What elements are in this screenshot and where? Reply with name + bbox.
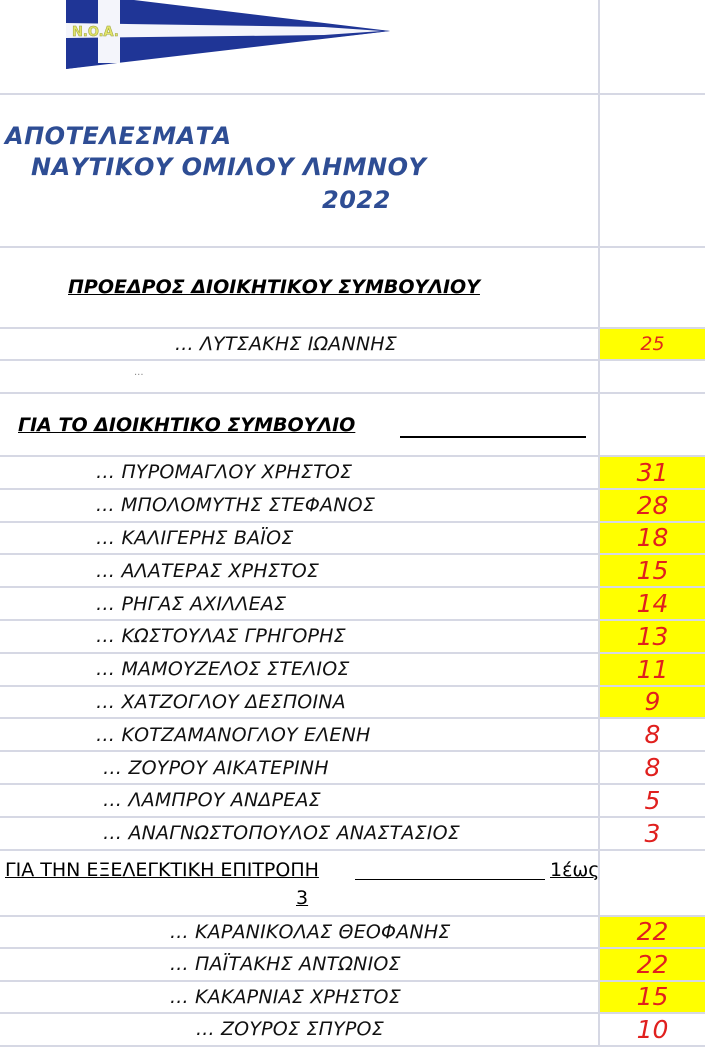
underline-blank <box>355 879 545 880</box>
candidate-row <box>0 917 705 950</box>
vote-count: 5 <box>644 785 661 815</box>
vote-count: 13 <box>636 621 669 651</box>
vote-cell <box>598 752 705 783</box>
candidate-name: ... ΜΠΟΛΟΜΥΤΗΣ ΣΤΕΦΑΝΟΣ <box>96 494 376 517</box>
vote-count: 28 <box>636 490 669 520</box>
candidate-row <box>0 588 705 621</box>
candidate-name: … ΡΗΓΑΣ ΑΧΙΛΛΕΑΣ <box>96 592 287 615</box>
vote-cell <box>598 1014 705 1045</box>
candidate-name: … ΧΑΤΖΟΓΛΟΥ ΔΕΣΠΟΙΝΑ <box>96 690 346 713</box>
candidate-row <box>0 785 705 818</box>
vote-count: 3 <box>644 818 661 848</box>
ellipsis-text: ... <box>134 367 144 378</box>
vote-cell <box>598 719 705 750</box>
candidate-name: ... ΛΥΤΣΑΚΗΣ ΙΩΑΝΝΗΣ <box>175 333 397 355</box>
logo-cell <box>0 0 598 93</box>
candidate-row <box>0 982 705 1015</box>
candidate-row <box>0 329 705 361</box>
candidate-row <box>0 457 705 490</box>
empty-cell <box>598 851 705 915</box>
vote-cell <box>598 982 705 1013</box>
vote-cell <box>598 329 705 359</box>
candidate-row <box>0 752 705 785</box>
vote-cell <box>598 917 705 948</box>
vote-count: 9 <box>644 687 661 717</box>
candidate-name: ... ΖΟΥΡΟΣ ΣΠΥΡΟΣ <box>196 1018 384 1041</box>
vote-count: 22 <box>636 949 669 979</box>
vote-cell <box>598 555 705 586</box>
candidate-name: … ΑΝΑΓΝΩΣΤΟΠΟΥΛΟΣ ΑΝΑΣΤΑΣΙΟΣ <box>103 822 460 845</box>
candidate-name: … ΖΟΥΡΟΥ ΑΙΚΑΤΕΡΙΝΗ <box>103 756 329 779</box>
empty-cell <box>598 394 705 455</box>
candidate-name: … ΛΑΜΠΡΟΥ ΑΝΔΡΕΑΣ <box>103 789 321 812</box>
candidate-row <box>0 654 705 687</box>
candidate-name: … ΜΑΜΟΥΖΕΛΟΣ ΣΤΕΛΙΟΣ <box>96 658 350 681</box>
candidate-row <box>0 1014 705 1047</box>
vote-cell <box>598 785 705 816</box>
vote-cell <box>598 949 705 980</box>
candidate-name: … ΚΟΤΖΑΜΑΝΟΓΛΟΥ ΕΛΕΝΗ <box>96 723 371 746</box>
section-heading-audit: ΓΙΑ ΤΗΝ ΕΞΕΛΕΓΚΤΙΚΗ ΕΠΙΤΡΟΠΗ <box>5 858 319 881</box>
vote-count: 8 <box>644 720 661 750</box>
vote-cell <box>598 654 705 685</box>
candidate-name: … ΚΩΣΤΟΥΛΑΣ ΓΡΗΓΟΡΗΣ <box>96 625 346 648</box>
vote-cell <box>598 818 705 849</box>
candidate-row <box>0 523 705 556</box>
title-year: 2022 <box>322 186 391 214</box>
vote-cell <box>598 621 705 652</box>
section-heading-president: ΠΡΟΕΔΡΟΣ ΔΙΟΙΚΗΤΙΚΟΥ ΣΥΜΒΟΥΛΙΟΥ <box>68 276 480 298</box>
audit-candidate-list <box>0 917 705 1047</box>
candidate-row <box>0 719 705 752</box>
candidate-row <box>0 949 705 982</box>
candidate-row <box>0 687 705 720</box>
candidate-name: … ΚΑΛΙΓΕΡΗΣ ΒΑΪΟΣ <box>96 526 294 549</box>
underline-blank <box>400 436 586 438</box>
candidate-row <box>0 818 705 851</box>
vote-count: 15 <box>636 982 669 1012</box>
empty-cell <box>598 248 705 327</box>
audit-range-end: 3 <box>296 886 309 909</box>
vote-cell <box>598 490 705 521</box>
candidate-name: ... ΚΑΡΑΝΙΚΟΛΑΣ ΘΕΟΦΑΝΗΣ <box>170 920 451 943</box>
candidate-row <box>0 490 705 523</box>
empty-cell <box>598 361 705 392</box>
vote-count: 31 <box>636 457 669 487</box>
candidate-name: … ΑΛΑΤΕΡΑΣ ΧΡΗΣΤΟΣ <box>96 559 320 582</box>
vote-cell <box>598 687 705 718</box>
vote-count: 10 <box>636 1014 669 1044</box>
candidate-name: ... ΚΑΚΑΡΝΙΑΣ ΧΡΗΣΤΟΣ <box>170 985 401 1008</box>
title-cell <box>0 95 598 246</box>
vote-cell <box>598 523 705 554</box>
empty-cell <box>598 95 705 246</box>
vote-count: 18 <box>636 523 669 553</box>
board-heading-row <box>0 394 705 457</box>
candidate-row <box>0 555 705 588</box>
title-row <box>0 95 705 248</box>
logo-row <box>0 0 705 95</box>
audit-heading-row <box>0 851 705 917</box>
vote-cell <box>598 457 705 488</box>
vote-count: 25 <box>640 332 665 355</box>
vote-count: 22 <box>636 917 669 947</box>
spacer-row <box>0 361 705 394</box>
audit-range-start: 1έως <box>550 858 600 881</box>
vote-cell <box>598 588 705 619</box>
vote-count: 8 <box>644 753 661 783</box>
vote-count: 15 <box>636 556 669 586</box>
section-heading-board: ΓΙΑ ΤΟ ΔΙΟΙΚΗΤΙΚΟ ΣΥΜΒΟΥΛΙΟ <box>18 414 356 436</box>
empty-cell <box>598 0 705 93</box>
title-line-1: ΑΠΟΤΕΛΕΣΜΑΤΑ <box>5 122 232 150</box>
pennant-logo-icon <box>64 0 394 72</box>
candidate-name: … ΠΥΡΟΜΑΓΛΟΥ ΧΡΗΣΤΟΣ <box>96 461 353 484</box>
president-heading-row <box>0 248 705 329</box>
candidate-row <box>0 621 705 654</box>
vote-count: 14 <box>636 589 669 619</box>
title-line-2: ΝΑΥΤΙΚΟΥ ΟΜΙΛΟΥ ΛΗΜΝΟΥ <box>31 153 427 181</box>
board-candidate-list <box>0 457 705 851</box>
vote-count: 11 <box>636 654 669 684</box>
candidate-name: ... ΠΑΪΤΑΚΗΣ ΑΝΤΩΝΙΟΣ <box>170 953 401 976</box>
svg-text:N.O.A.: N.O.A. <box>72 25 119 40</box>
